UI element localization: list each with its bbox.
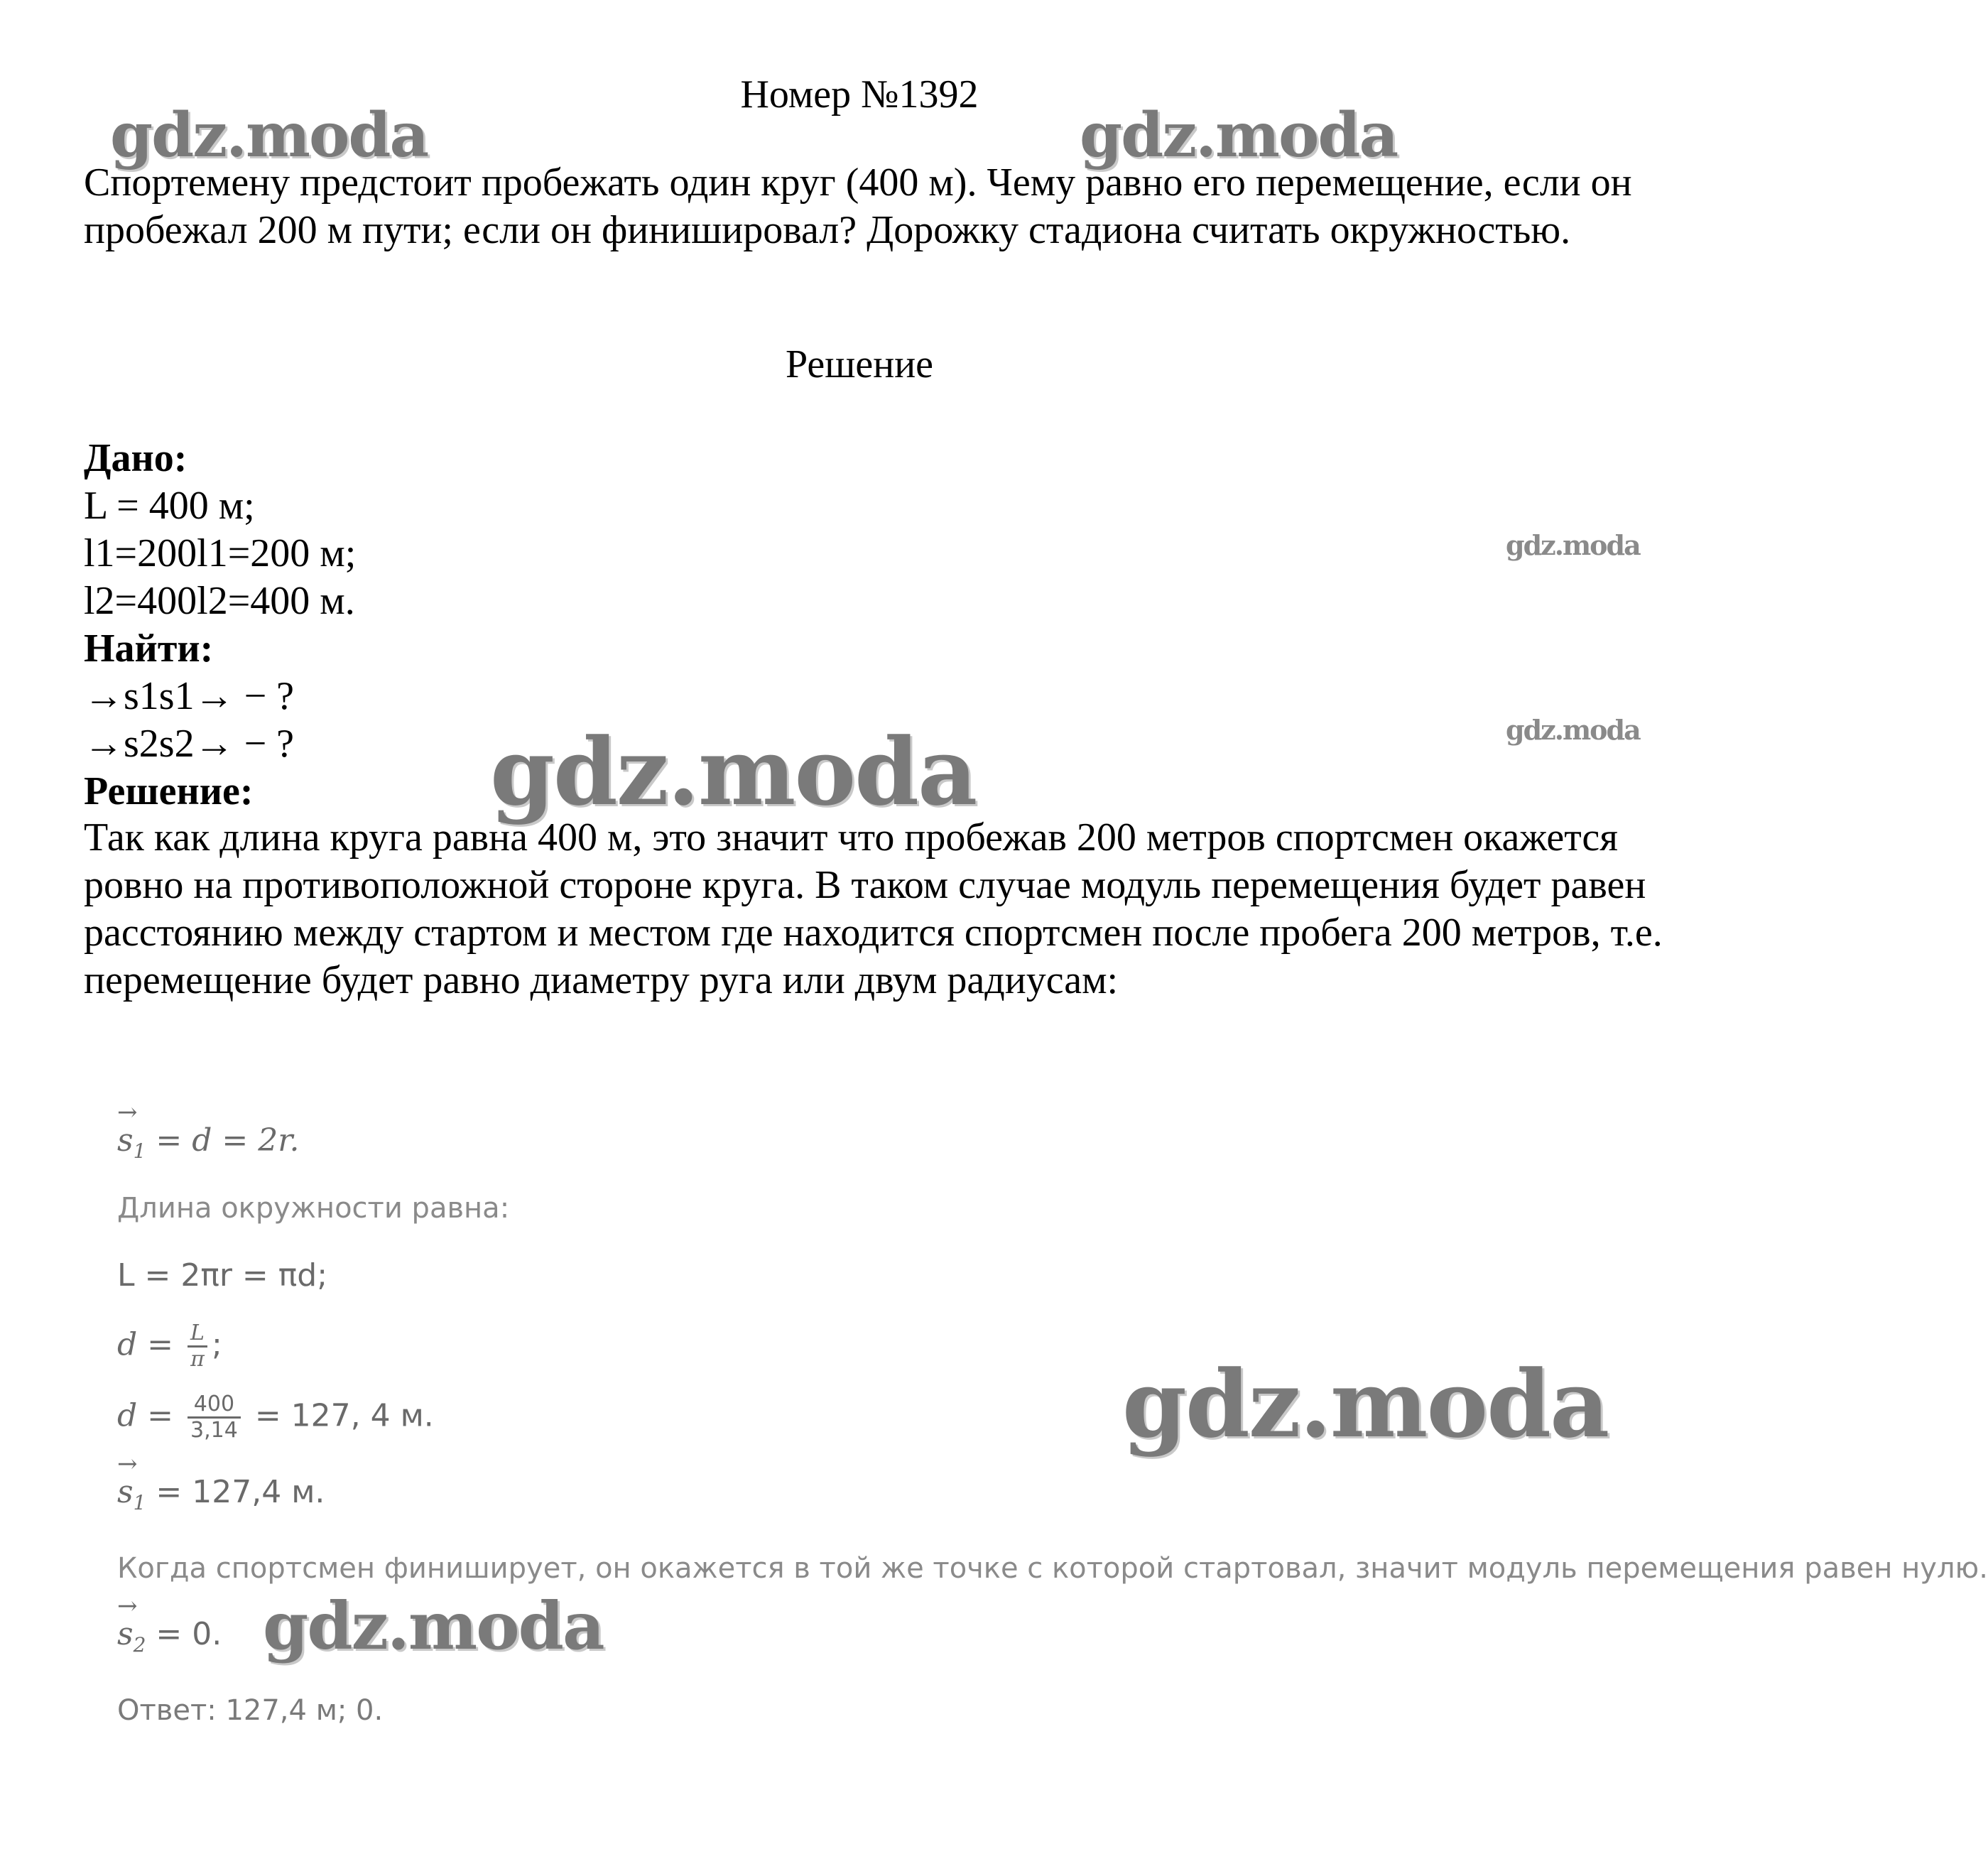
solution-label: Решение: bbox=[84, 769, 254, 813]
answer-line: Ответ: 127,4 м; 0. bbox=[117, 1694, 384, 1727]
watermark-top-right: gdz.moda bbox=[1080, 99, 1398, 171]
watermark-lower-right: gdz.moda bbox=[1122, 1350, 1609, 1458]
given-label: Дано: bbox=[84, 436, 188, 480]
equation-s1-value: → $s_1 = 127,4$ м. bbox=[117, 1474, 325, 1514]
equation-s1-diameter: → $s_1 = d = 2r$. bbox=[117, 1122, 299, 1163]
find-label: Найти: bbox=[84, 627, 214, 671]
given-line-1: L = 400 м; bbox=[84, 484, 255, 528]
watermark-top-left: gdz.moda bbox=[110, 99, 428, 171]
finish-explanation: Когда спортсмен финиширует, он окажется в той же точке с которой стартовал, значит модуль перемещения равен нулю. bbox=[117, 1552, 1988, 1585]
given-line-3: l2=400l2=400 м. bbox=[84, 579, 355, 623]
find-line-2: →s2s2→ − ? bbox=[84, 722, 295, 766]
fraction-l-over-pi: $\frac{L}{\pi}$ bbox=[188, 1321, 207, 1372]
fraction-400-over-314: $\frac{400}{3,14}$ bbox=[188, 1392, 241, 1443]
vector-s1-result: → $s_1$ bbox=[117, 1474, 146, 1514]
watermark-bottom-left: gdz.moda bbox=[263, 1588, 604, 1664]
problem-statement: Спортемену предстоит пробежать один круг (400 м). Чему равно его перемещение, если он пробежал 200 м пути; если он финишировал? Дорожку стадиона считать окружностью. bbox=[84, 161, 1632, 252]
watermark-small-2: gdz.moda bbox=[1506, 714, 1640, 746]
equation-diameter-value: d = $\frac{400}{3,14}$ = 127, 4 м. bbox=[117, 1392, 434, 1443]
vector-s2: → $s_2$ bbox=[117, 1616, 146, 1657]
equation-s2-value: → $s_2 = 0$. bbox=[117, 1616, 222, 1657]
find-line-1: →s1s1→ − ? bbox=[84, 674, 295, 718]
circumference-label: Длина окружности равна: bbox=[117, 1192, 510, 1225]
solution-heading: Решение bbox=[785, 342, 934, 386]
page-title: Номер №1392 bbox=[740, 72, 979, 116]
given-line-2: l1=200l1=200 м; bbox=[84, 531, 357, 575]
watermark-small-1: gdz.moda bbox=[1506, 529, 1640, 561]
equation-diameter-formula: d = $\frac{L}{\pi}$ ; bbox=[117, 1321, 222, 1372]
solution-explanation: Так как длина круга равна 400 м, это значит что пробежав 200 метров спортсмен окажется ровно на противоположной стороне круга. В таком случае модуль перемещения будет равен расстоянию между стартом и местом где находится спортсмен после пробега 200 метров, т.е. перемещение будет равно диаметру руга или двум радиусам: bbox=[84, 815, 1663, 1002]
watermark-center: gdz.moda bbox=[490, 717, 977, 826]
vector-s1: → $s_1$ bbox=[117, 1122, 146, 1163]
equation-circumference: L = 2πr = πd; bbox=[117, 1257, 328, 1294]
